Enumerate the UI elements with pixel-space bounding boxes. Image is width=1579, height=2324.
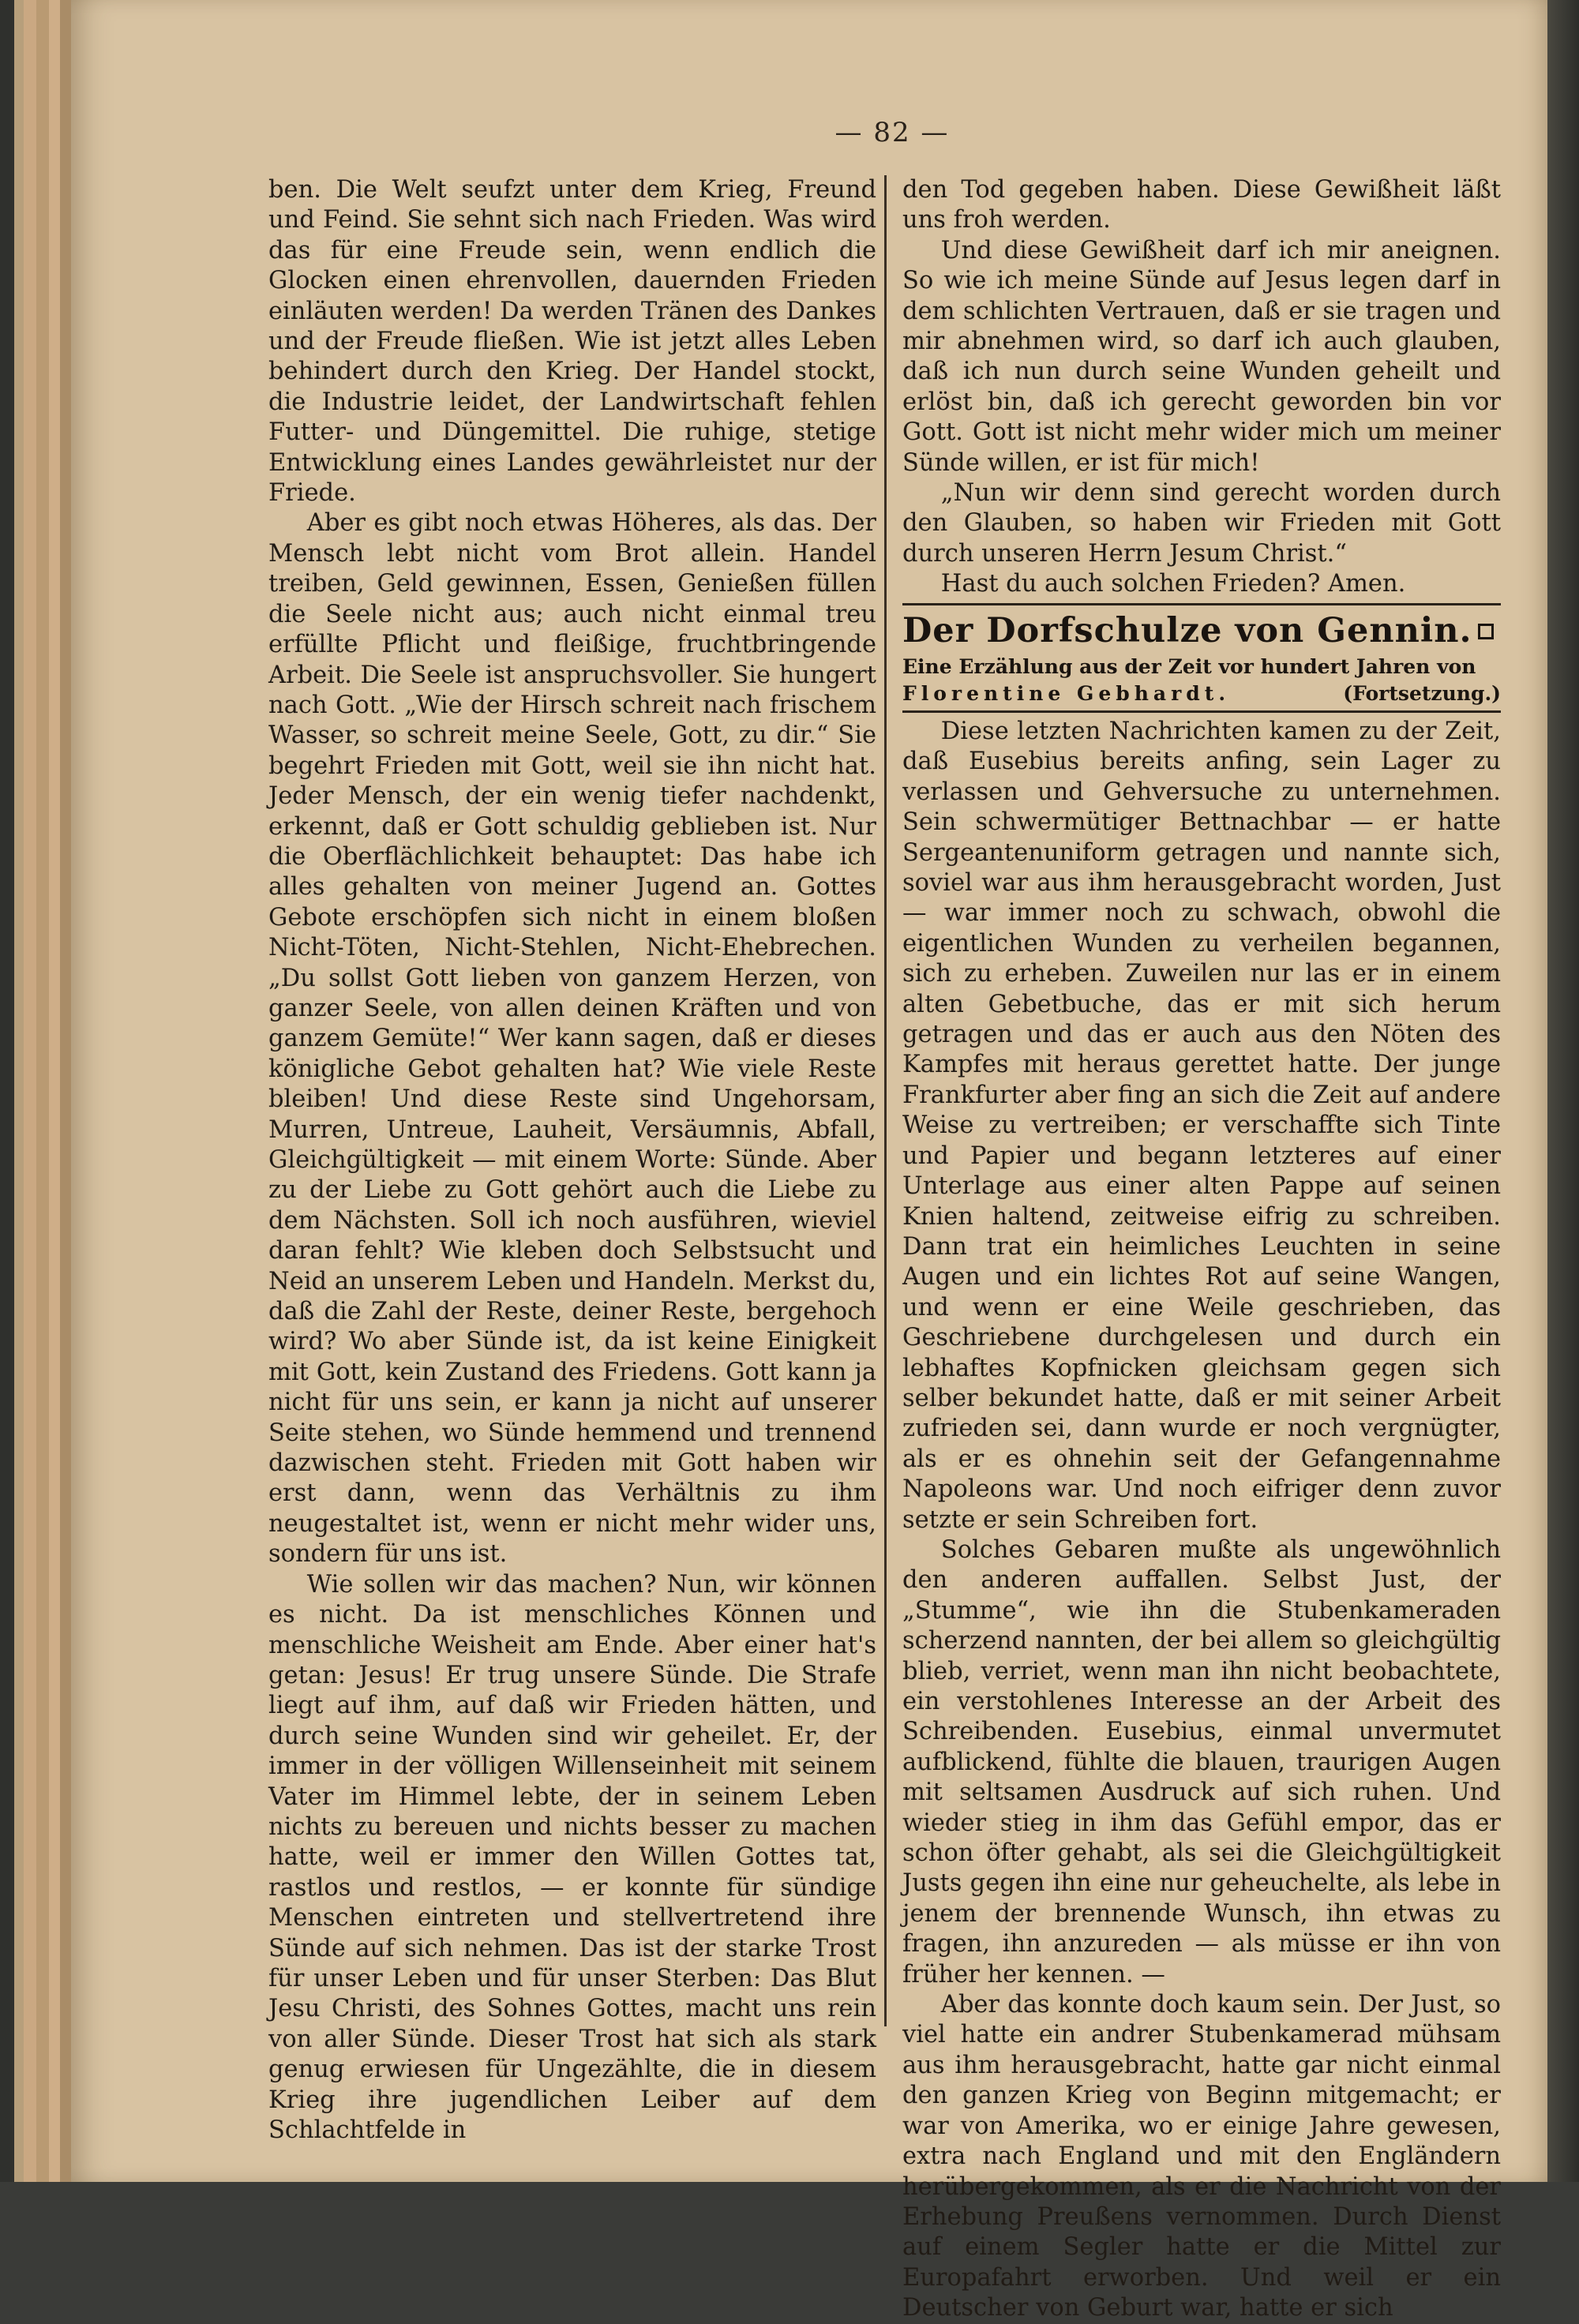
page-number: — 82 — <box>835 117 950 148</box>
story-rule-bottom <box>902 710 1501 713</box>
paragraph: Aber das konnte doch kaum sein. Der Just, so viel hatte ein andrer Stubenkamerad mühsam aus ihm herausgebracht, hatte gar nicht einmal den ganzen Krieg von Beginn mitgemacht; er war von Amerika, wo er einige Jahre gewesen, extra nach England und mit den Engländern herübergekommen, als er die Nachricht von der Erhebung Preußens vernommen. Durch Dienst auf einem Segler hatte er die Mittel zur Europafahrt erworben. Und weil er ein Deutscher von Geburt war, hatte er sich <box>902 1991 1501 2322</box>
paragraph: den Tod gegeben haben. Diese Gewißheit läßt uns froh werden. <box>902 176 1501 234</box>
story-subtitle-line: Eine Erzählung aus der Zeit vor hundert Jahren von <box>902 655 1476 678</box>
paragraph: Hast du auch solchen Frieden? Amen. <box>940 570 1406 598</box>
paragraph: Und diese Gewißheit darf ich mir aneignen. So wie ich meine Sünde auf Jesus legen darf in dem schlichten Vertrauen, daß er sie tragen und mir abnehmen wird, so darf ich auch glauben, daß ich nun durch seine Wunden geheilt und erlöst bin, daß ich gerecht geworden bin vor Gott. Gott ist nicht mehr wider mich um meiner Sünde willen, er ist für mich! <box>902 236 1501 477</box>
story-rule-top <box>902 603 1501 605</box>
column-divider <box>884 175 887 2026</box>
story-body <box>902 717 1501 2324</box>
story-title: Der Dorfschulze von Gennin. <box>902 611 1472 650</box>
paragraph: Wie sollen wir das machen? Nun, wir können es nicht. Da ist menschliches Können und menschliche Weisheit am Ende. Aber einer hat's getan: Jesus! Er trug unsere Sünde. Die Strafe liegt auf ihm, auf daß wir Frieden hätten, und durch seine Wunden sind wir geheilet. Er, der immer in der völligen Willenseinheit mit seinem Vater im Himmel lebte, der in seinem Leben nichts zu bereuen und nichts besser zu machen hatte, weil er immer den Willen Gottes tat, rastlos und restlos, — er konnte für sündige Menschen eintreten und stellvertretend ihre Sünde auf sich nehmen. Das ist der starke Trost für unser Leben und für unser Sterben: Das Blut Jesu Christi, des Sohnes Gottes, macht uns rein von aller Sünde. Dieser Trost hat sich als stark genug erwiesen für Ungezählte, die in diesem Krieg ihre jugendlichen Leiber auf dem Schlachtfelde in <box>268 1570 876 2144</box>
right-column-top <box>902 175 1501 600</box>
book-cover-edge <box>1547 0 1579 2182</box>
story-byline <box>902 680 1501 707</box>
paragraph: „Nun wir denn sind gerecht worden durch den Glauben, so haben wir Frieden mit Gott durch unseren Herrn Jesum Christ.“ <box>902 479 1501 568</box>
story-continuation: (Fortsetzung.) <box>1343 682 1501 705</box>
paragraph: Diese letzten Nachrichten kamen zu der Zeit, daß Eusebius bereits anfing, sein Lager zu verlassen und Gehversuche zu unternehmen. Sein schwermütiger Bettnachbar — er hatte Sergeantenuniform getragen und nannte sich, soviel war aus ihm herausgebracht worden, Just — war immer noch zu schwach, obwohl die eigentlichen Wunden zu verheilen begannen, sich zu erheben. Zuweilen nur las er in einem alten Gebetbuche, das er mit sich herum getragen und das er auch aus den Nöten des Kampfes mit heraus gerettet hatte. Der junge Frankfurter aber fing an sich die Zeit auf andere Weise zu vertreiben; er verschaffte sich Tinte und Papier und begann letzteres auf einer Unterlage aus einer alten Pappe auf seinen Knien haltend, zeitweise eifrig zu schreiben. Dann trat ein heimliches Leuchten in seine Augen und ein lichtes Rot auf seine Wangen, und wenn er eine Weile geschrieben, das Geschriebene durchgelesen und durch ein lebhaftes Kopfnicken gleichsam gegen sich selber bekundet hatte, daß er mit seiner Arbeit zufrieden sei, dann wurde er noch vergnügter, als er es ohnehin seit der Gefangennahme Napoleons war. Und noch eifriger denn zuvor setzte er sein Schreiben fort. <box>902 718 1501 1534</box>
left-column <box>268 175 876 2146</box>
paragraph: Aber es gibt noch etwas Höheres, als das. Der Mensch lebt nicht vom Brot allein. Handel treiben, Geld gewinnen, Essen, Genießen füllen die Seele nicht aus; auch nicht einmal treu erfüllte Pflicht und fleißige, fruchtbringende Arbeit. Die Seele ist anspruchsvoller. Sie hungert nach Gott. „Wie der Hirsch schreit nach frischem Wasser, so schreit meine Seele, Gott, zu dir.“ Sie begehrt Frieden mit Gott, weil sie ihn nicht hat. Jeder Mensch, der ein wenig tiefer nachdenkt, erkennt, daß er Gott schuldig geblieben ist. Nur die Oberflächlichkeit behauptet: Das habe ich alles gehalten von meiner Jugend an. Gottes Gebote erschöpfen sich nicht in einem bloßen Nicht-Töten, Nicht-Stehlen, Nicht-Ehebrechen. „Du sollst Gott lieben von ganzem Herzen, von ganzer Seele, von allen deinen Kräften und von ganzem Gemüte!“ Wer kann sagen, daß er dieses königliche Gebot gehalten hat? Wie viele Reste bleiben! Und diese Reste sind Ungehorsam, Murren, Untreue, Lauheit, Versäumnis, Abfall, Gleichgültigkeit — mit einem Worte: Sünde. Aber zu der Liebe zu Gott gehört auch die Liebe zu dem Nächsten. Soll ich noch ausführen, wieviel daran fehlt? Wie kleben doch Selbstsucht und Neid an unserem Leben und Handeln. Merkst du, daß die Zahl der Reste, deiner Reste, bergehoch wird? Wo aber Sünde ist, da ist keine Einigkeit mit Gott, kein Zustand des Friedens. Gott kann ja nicht für uns sein, er kann ja nicht auf unserer Seite stehen, wo Sünde hemmend und trennend dazwischen steht. Frieden mit Gott haben wir erst dann, wenn das Verhältnis zu ihm neugestaltet ist, wenn er nicht mehr wider uns, sondern für uns ist. <box>268 509 876 1569</box>
square-ornament-icon <box>1478 624 1494 639</box>
story-subtitle <box>902 654 1501 707</box>
book-page-edges <box>0 0 71 2182</box>
paragraph: ben. Die Welt seufzt unter dem Krieg, Freund und Feind. Sie sehnt sich nach Frieden. Was wird das für eine Freude sein, wenn endlich die Glocken einen ehrenvollen, dauernden Frieden einläuten werden! Da werden Tränen des Dankes und der Freude fließen. Wie ist jetzt alles Leben behindert durch den Krieg. Der Handel stockt, die Industrie leidet, der Landwirtschaft fehlen Futter- und Düngemittel. Die ruhige, stetige Entwicklung eines Landes gewährleistet nur der Friede. <box>268 176 876 508</box>
story-author: Florentine Gebhardt. <box>902 682 1231 705</box>
paragraph: Solches Gebaren mußte als ungewöhnlich den anderen auffallen. Selbst Just, der „Stumme“, wie ihn die Stubenkameraden scherzend nannten, der bei allem so gleichgültig blieb, verriet, wenn man ihn nicht beobachtete, ein verstohlenes Interesse an der Arbeit des Schreibenden. Eusebius, einmal unvermutet aufblickend, fühlte die blauen, traurigen Augen mit seltsamen Ausdruck auf sich ruhen. Und wieder stieg in ihm das Gefühl empor, das er schon öfter gehabt, als sei die Gleichgültigkeit Justs gegen ihn eine nur geheuchelte, als lebe in jenem der brennende Wunsch, ihn etwas zu fragen, ihn anzureden — als müsse er ihn von früher her kennen. — <box>902 1535 1501 1989</box>
